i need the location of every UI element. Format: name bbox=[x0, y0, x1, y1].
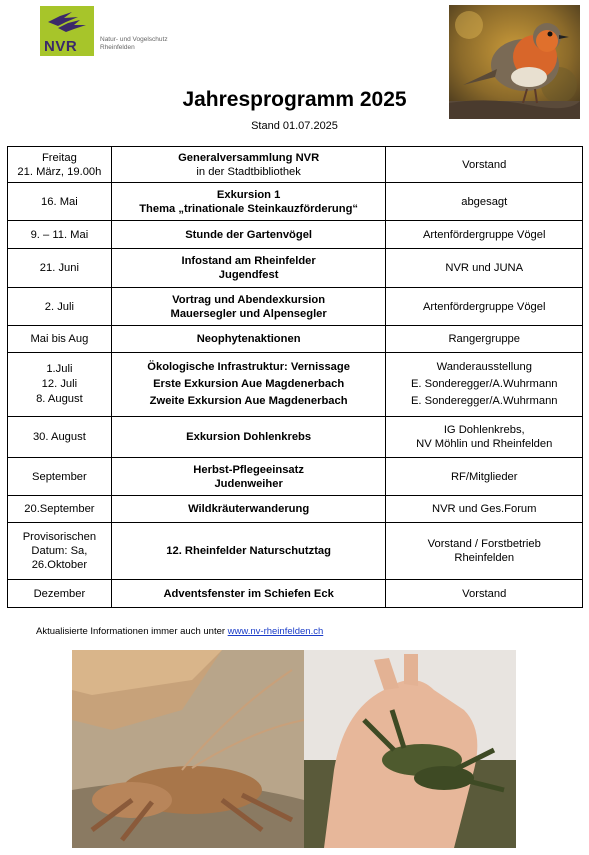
date-cell bbox=[8, 353, 112, 417]
organizer-cell bbox=[386, 326, 583, 353]
event-cell-line: Herbst-Pflegeeinsatz bbox=[193, 463, 304, 476]
date-cell bbox=[8, 326, 112, 353]
event-cell-line: Judenweiher bbox=[214, 477, 283, 490]
event-cell-line: Vortrag und Abendexkursion bbox=[172, 293, 326, 306]
event-cell-line: Thema „trinationale Steinkauzförderung“ bbox=[139, 202, 359, 215]
date-cell-line: 30. August bbox=[32, 431, 86, 443]
program-row bbox=[8, 249, 583, 288]
program-row bbox=[8, 417, 583, 458]
organizer-cell-line: Rangergruppe bbox=[448, 333, 520, 345]
program-row bbox=[8, 580, 583, 608]
program-table-body bbox=[8, 147, 583, 608]
crayfish-photo-left bbox=[72, 650, 304, 848]
event-cell bbox=[111, 326, 386, 353]
date-cell-line: Mai bis Aug bbox=[30, 333, 89, 345]
logo-subtitle: Natur- und Vogelschutz Rheinfelden bbox=[100, 36, 168, 51]
date-cell bbox=[8, 417, 112, 458]
date-cell bbox=[8, 288, 112, 326]
date-cell-line: Provisorischen bbox=[22, 531, 97, 543]
organizer-cell-line: abgesagt bbox=[461, 195, 508, 208]
date-cell bbox=[8, 249, 112, 288]
organizer-cell-line: Vorstand / Forstbetrieb bbox=[427, 538, 541, 550]
event-cell-line: Zweite Exkursion Aue Magdenerbach bbox=[149, 395, 348, 407]
date-cell-line: September bbox=[32, 470, 87, 483]
date-cell-line: 2. Juli bbox=[44, 300, 74, 313]
organizer-cell-line: RF/Mitglieder bbox=[450, 470, 518, 483]
event-cell-line: Mauersegler und Alpensegler bbox=[170, 307, 327, 320]
swallow-birds-icon bbox=[44, 8, 90, 34]
program-row bbox=[8, 458, 583, 496]
stand-date: Stand 01.07.2025 bbox=[251, 120, 338, 132]
organizer-cell-line: NVR und JUNA bbox=[445, 262, 524, 274]
logo-text: NVR bbox=[44, 38, 78, 55]
event-cell bbox=[111, 580, 386, 608]
organizer-cell-line: Vorstand bbox=[462, 158, 507, 171]
program-row bbox=[8, 523, 583, 580]
organizer-cell-line: NVR und Ges.Forum bbox=[432, 503, 537, 515]
organizer-cell-line: E. Sonderegger/A.Wuhrmann bbox=[410, 395, 558, 407]
date-cell-line: 26.Oktober bbox=[31, 559, 88, 571]
organizer-cell bbox=[386, 580, 583, 608]
date-cell bbox=[8, 147, 112, 183]
organizer-cell-line: Rheinfelden bbox=[454, 552, 515, 564]
event-cell bbox=[111, 458, 386, 496]
organizer-cell bbox=[386, 147, 583, 183]
organizer-cell bbox=[386, 458, 583, 496]
date-cell-line: Datum: Sa, bbox=[31, 545, 88, 557]
date-cell-line: 8. August bbox=[36, 393, 83, 405]
organizer-cell bbox=[386, 417, 583, 458]
event-cell-line: Wildkräuterwanderung bbox=[188, 503, 310, 515]
event-cell-line: Jugendfest bbox=[218, 269, 279, 281]
event-cell-line: Ökologische Infrastruktur: Vernissage bbox=[147, 361, 350, 373]
date-cell-line: 9. – 11. Mai bbox=[30, 228, 89, 241]
logo-badge bbox=[40, 6, 94, 56]
info-line bbox=[36, 626, 323, 637]
website-link[interactable]: www.nv-rheinfelden.ch bbox=[227, 626, 324, 637]
event-cell-line: Exkursion 1 bbox=[216, 188, 281, 201]
date-cell bbox=[8, 580, 112, 608]
info-text: Aktualisierte Informationen immer auch unter bbox=[36, 626, 228, 637]
date-cell bbox=[8, 523, 112, 580]
event-cell-line: Neophytenaktionen bbox=[196, 333, 301, 345]
event-cell-line: Erste Exkursion Aue Magdenerbach bbox=[153, 378, 345, 390]
date-cell-line: 21. März, 19.00h bbox=[17, 165, 102, 178]
date-cell-line: Dezember bbox=[33, 587, 86, 600]
organizer-cell-line: Artenfördergruppe Vögel bbox=[422, 300, 546, 313]
organizer-cell bbox=[386, 496, 583, 523]
date-cell-line: 12. Juli bbox=[41, 378, 78, 390]
organizer-cell-line: NV Möhlin und Rheinfelden bbox=[416, 438, 553, 450]
event-cell bbox=[111, 147, 386, 183]
event-cell-line: 12. Rheinfelder Naturschutztag bbox=[166, 545, 331, 557]
date-cell bbox=[8, 183, 112, 221]
program-row bbox=[8, 183, 583, 221]
event-cell bbox=[111, 523, 386, 580]
event-cell-line: Generalversammlung NVR bbox=[178, 151, 320, 164]
program-row bbox=[8, 326, 583, 353]
event-cell bbox=[111, 417, 386, 458]
organizer-cell-line: Wanderausstellung bbox=[436, 361, 532, 373]
event-cell-subline: in der Stadtbibliothek bbox=[196, 165, 301, 178]
organizer-cell bbox=[386, 523, 583, 580]
date-cell-line: 16. Mai bbox=[41, 195, 78, 208]
program-row bbox=[8, 221, 583, 249]
date-cell-line: Freitag bbox=[41, 151, 77, 164]
organizer-cell bbox=[386, 353, 583, 417]
date-cell bbox=[8, 221, 112, 249]
date-cell-line: 21. Juni bbox=[39, 262, 79, 274]
event-cell bbox=[111, 249, 386, 288]
date-cell bbox=[8, 496, 112, 523]
organizer-cell bbox=[386, 183, 583, 221]
date-cell bbox=[8, 458, 112, 496]
organizer-cell bbox=[386, 221, 583, 249]
event-cell-line: Exkursion Dohlenkrebs bbox=[186, 431, 312, 443]
program-row bbox=[8, 353, 583, 417]
organizer-cell-line: E. Sonderegger/A.Wuhrmann bbox=[410, 378, 558, 390]
organizer-cell bbox=[386, 288, 583, 326]
program-table bbox=[7, 146, 583, 608]
nvr-logo bbox=[40, 6, 180, 56]
event-cell-line: Adventsfenster im Schiefen Eck bbox=[163, 587, 334, 600]
date-cell-line: 20.September bbox=[24, 503, 95, 515]
event-cell-line: Infostand am Rheinfelder bbox=[181, 255, 316, 267]
page-title: Jahresprogramm 2025 bbox=[182, 88, 407, 111]
program-row bbox=[8, 147, 583, 183]
program-row bbox=[8, 496, 583, 523]
event-cell bbox=[111, 496, 386, 523]
organizer-cell-line: Artenfördergruppe Vögel bbox=[422, 228, 546, 241]
organizer-cell-line: IG Dohlenkrebs, bbox=[443, 424, 525, 436]
program-row bbox=[8, 288, 583, 326]
event-cell-line: Stunde der Gartenvögel bbox=[185, 228, 313, 241]
date-cell-line: 1.Juli bbox=[46, 363, 73, 375]
event-cell bbox=[111, 183, 386, 221]
event-cell bbox=[111, 288, 386, 326]
organizer-cell-line: Vorstand bbox=[462, 587, 507, 600]
organizer-cell bbox=[386, 249, 583, 288]
event-cell bbox=[111, 353, 386, 417]
crayfish-photo-right bbox=[304, 650, 516, 848]
event-cell bbox=[111, 221, 386, 249]
